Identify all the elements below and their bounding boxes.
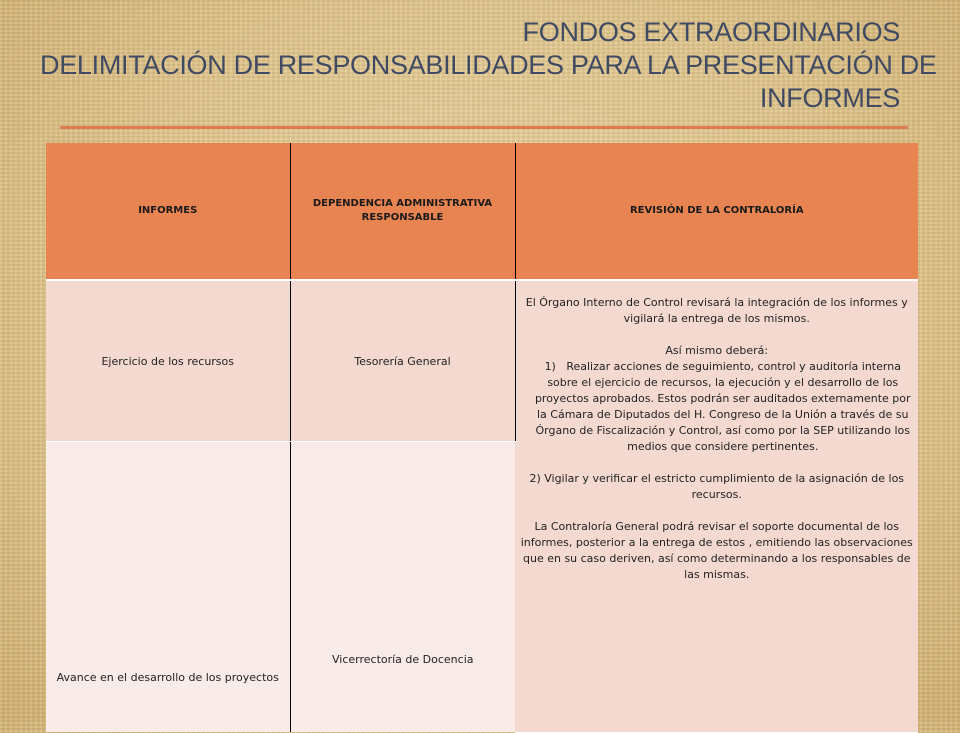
review-closing: La Contraloría General podrá revisar el soporte documental de los informes, posterior a la entrega de estos , emitiendo las observaciones que en su caso deriven, así como determinando a los responsables de las mismas. (520, 520, 913, 581)
review-asimismo: Así mismo deberá: (665, 344, 769, 357)
header-dependencia: DEPENDENCIA ADMINISTRATIVA RESPONSABLE (290, 143, 515, 280)
review-item-1: 1) Realizar acciones de seguimiento, control y auditoría interna sobre el ejercicio de recursos, la ejecución y el desarrollo de los proyectos aprobados. Estos podrán ser auditados externamente por la Cámara de Diputados del H. Congreso de la Unión a través de su Órgano de Fiscalización y Control, así como por la SEP utilizando los medios que considere pertinentes. (534, 360, 911, 453)
table-header-row (46, 143, 918, 280)
title-line-2: DELIMITACIÓN DE RESPONSABILIDADES PARA LA PRESENTACIÓN DE (40, 50, 937, 80)
slide-title (40, 16, 937, 115)
responsibilities-table (46, 143, 918, 733)
header-informes: INFORMES (46, 143, 290, 280)
table-row (46, 280, 918, 442)
header-revision: REVISIÓN DE LA CONTRALORÍA (515, 143, 918, 280)
review-item-2: 2) Vigilar y verificar el estricto cumplimiento de la asignación de los recursos. (529, 472, 905, 501)
title-line-1: FONDOS EXTRAORDINARIOS (522, 17, 900, 47)
title-line-3: INFORMES (759, 83, 900, 113)
cell-informe: Ejercicio de los recursos (46, 280, 290, 442)
cell-revision (515, 280, 918, 732)
cell-dependencia: Tesorería General (290, 280, 515, 442)
review-intro: El Órgano Interno de Control revisará la integración de los informes y vigilará la entrega de los mismos. (525, 296, 908, 325)
title-underline (60, 126, 908, 129)
cell-informe: Avance en el desarrollo de los proyectos (46, 442, 290, 733)
cell-dependencia: Vicerrectoría de Docencia (290, 442, 515, 733)
